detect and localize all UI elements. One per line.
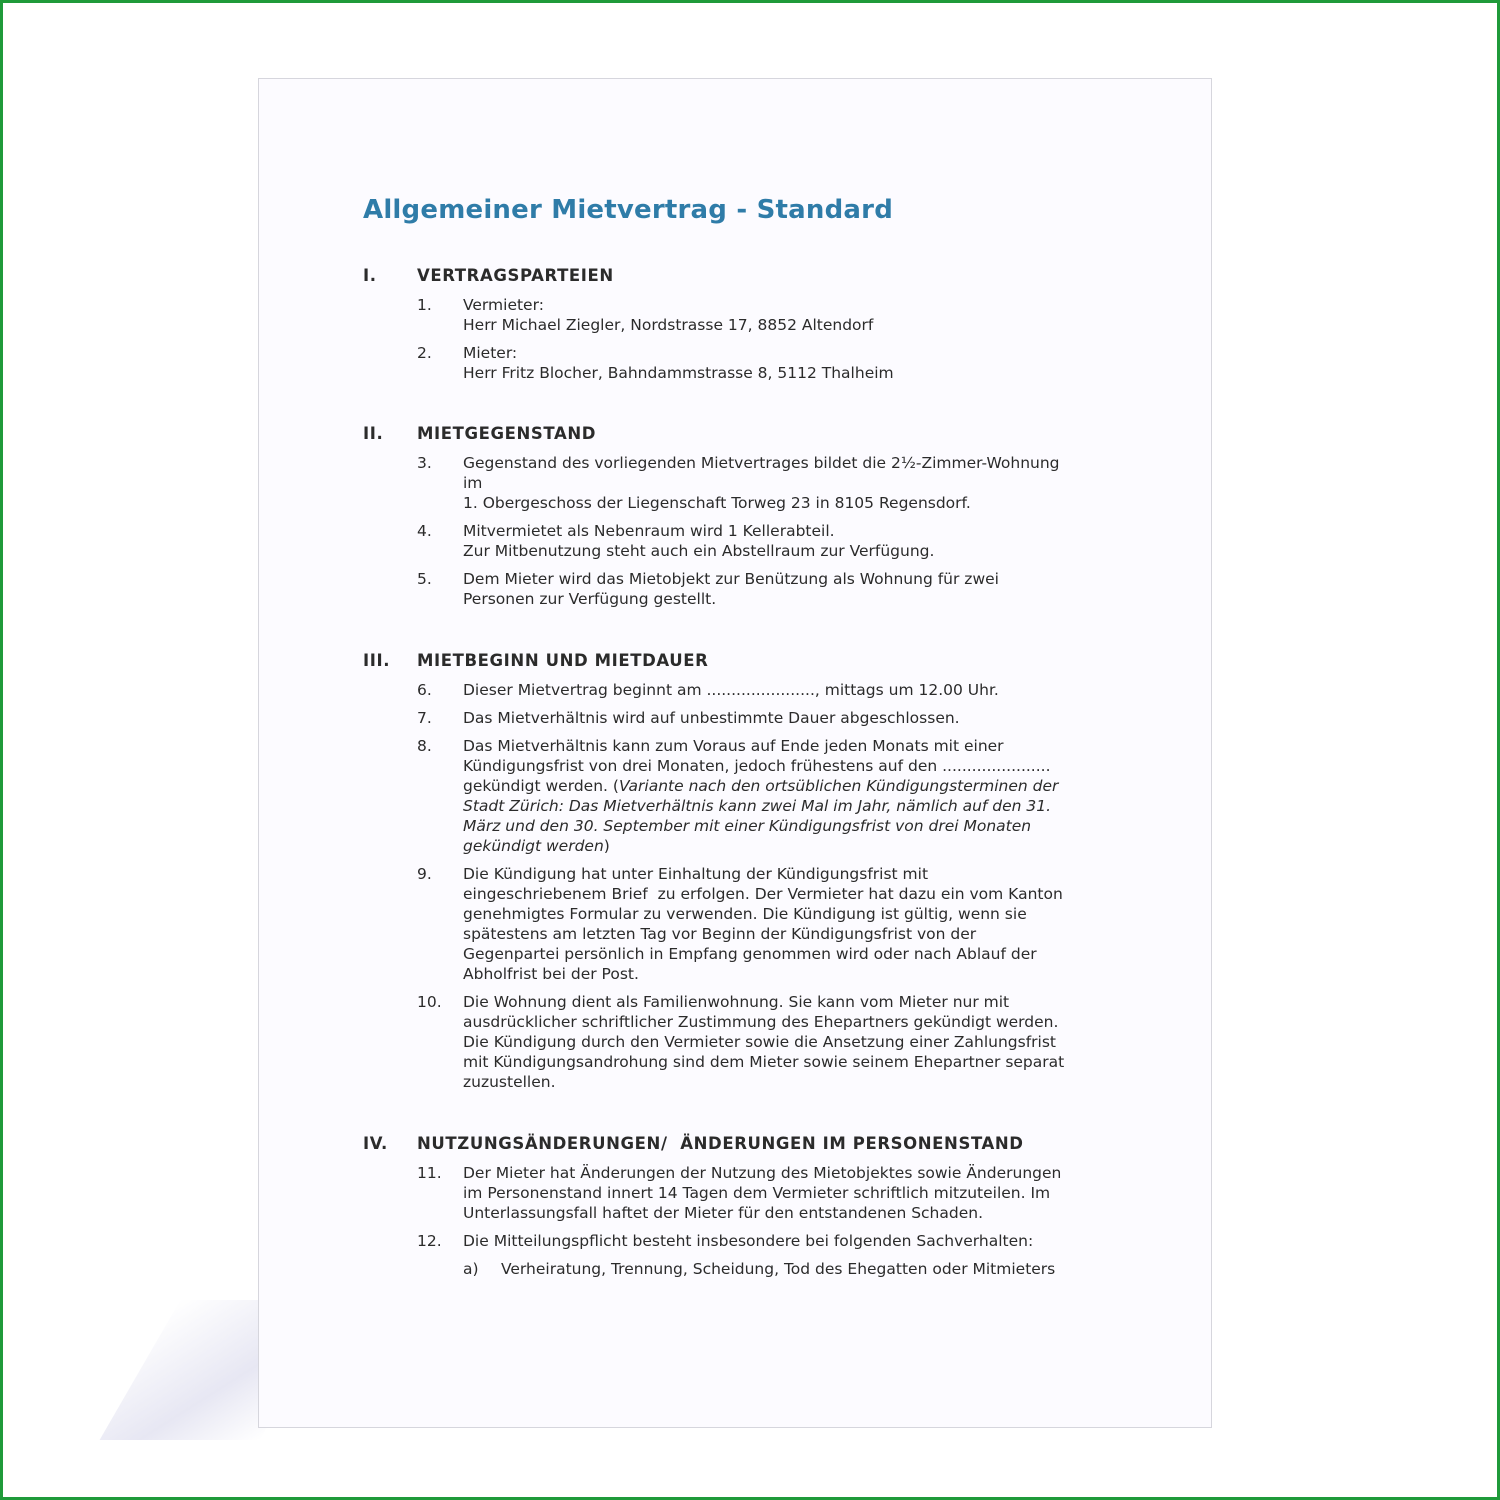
item-italic-line: März und den 30. September mit einer Kündigungsfrist von drei Monaten (463, 817, 1032, 835)
item-line: Mieter: (463, 344, 518, 362)
section-title: MIETGEGENSTAND (417, 424, 597, 443)
item-line: Abholfrist bei der Post. (463, 965, 639, 983)
item-line-mixed (463, 836, 1103, 856)
section-title: MIETBEGINN UND MIETDAUER (417, 651, 709, 670)
section-heading (363, 423, 1103, 445)
item-number: 5. (417, 570, 432, 588)
list-item (363, 295, 1103, 335)
section-mietbeginn (363, 650, 1103, 1092)
item-number: 12. (417, 1232, 442, 1250)
item-number: 10. (417, 993, 442, 1011)
list-item (363, 1163, 1103, 1223)
item-line: Gegenstand des vorliegenden Mietvertrages bildet die 2½-Zimmer-Wohnung (463, 454, 1060, 472)
item-line: Zur Mitbenutzung steht auch ein Abstellraum zur Verfügung. (463, 542, 935, 560)
item-line: im (463, 474, 483, 492)
item-line: ausdrücklicher schriftlicher Zustimmung des Ehepartners gekündigt werden. (463, 1013, 1059, 1031)
item-line: Dieser Mietvertrag beginnt am ......................, mittags um 12.00 Uhr. (463, 681, 999, 699)
section-title: VERTRAGSPARTEIEN (417, 266, 614, 285)
item-line: spätestens am letzten Tag vor Beginn der Kündigungsfrist von der (463, 925, 977, 943)
item-line: Die Kündigung durch den Vermieter sowie die Ansetzung einer Zahlungsfrist (463, 1033, 1057, 1051)
item-line: Unterlassungsfall haftet der Mieter für den entstandenen Schaden. (463, 1204, 984, 1222)
item-number: 8. (417, 737, 432, 755)
list-item (363, 521, 1103, 561)
section-nutzungsaenderungen (363, 1133, 1103, 1279)
item-line: im Personenstand innert 14 Tagen dem Vermieter schriftlich mitzuteilen. Im (463, 1184, 1051, 1202)
item-line: Mitvermietet als Nebenraum wird 1 Kellerabteil. (463, 522, 835, 540)
item-number: 7. (417, 709, 432, 727)
document-title: Allgemeiner Mietvertrag - Standard (363, 195, 893, 225)
item-number: 6. (417, 681, 432, 699)
section-vertragsparteien (363, 265, 1103, 383)
item-number: 9. (417, 865, 432, 883)
list-item (363, 992, 1103, 1092)
item-line: Dem Mieter wird das Mietobjekt zur Benützung als Wohnung für zwei (463, 570, 999, 588)
item-line: Herr Michael Ziegler, Nordstrasse 17, 8852 Altendorf (463, 316, 874, 334)
item-line: eingeschriebenem Brief zu erfolgen. Der Vermieter hat dazu ein vom Kanton (463, 885, 1063, 903)
item-line: mit Kündigungsandrohung sind dem Mieter sowie seinem Ehepartner separat (463, 1053, 1065, 1071)
list-item (363, 736, 1103, 856)
item-line: Gegenpartei persönlich in Empfang genommen wird oder nach Ablauf der (463, 945, 1037, 963)
item-line: genehmigtes Formular zu verwenden. Die Kündigung ist gültig, wenn sie (463, 905, 1027, 923)
item-line: Vermieter: (463, 296, 544, 314)
item-text-segment: gekündigt werden. ( (463, 777, 619, 795)
list-item (363, 680, 1103, 700)
item-number: 3. (417, 454, 432, 472)
list-item (363, 343, 1103, 383)
section-title: NUTZUNGSÄNDERUNGEN/ ÄNDERUNGEN IM PERSONENSTAND (417, 1134, 1024, 1153)
document-page (258, 78, 1212, 1428)
section-heading (363, 265, 1103, 287)
item-number: 2. (417, 344, 432, 362)
item-line: Die Kündigung hat unter Einhaltung der Kündigungsfrist mit (463, 865, 929, 883)
item-text-segment: ) (603, 837, 610, 855)
item-line: Personen zur Verfügung gestellt. (463, 590, 717, 608)
sub-item-letter: a) (463, 1260, 479, 1278)
item-line: Das Mietverhältnis wird auf unbestimmte Dauer abgeschlossen. (463, 709, 960, 727)
item-line: 1. Obergeschoss der Liegenschaft Torweg 23 in 8105 Regensdorf. (463, 494, 971, 512)
section-number: IV. (363, 1134, 388, 1153)
item-italic-segment: Variante nach den ortsüblichen Kündigungsterminen der (618, 777, 1059, 795)
list-item (363, 708, 1103, 728)
sub-list-item (463, 1259, 1103, 1279)
list-item (363, 569, 1103, 609)
item-line-mixed (463, 776, 1103, 796)
item-italic-line: Stadt Zürich: Das Mietverhältnis kann zwei Mal im Jahr, nämlich auf den 31. (463, 797, 1052, 815)
section-number: II. (363, 424, 384, 443)
item-line: Die Mitteilungspflicht besteht insbesondere bei folgenden Sachverhalten: (463, 1232, 1034, 1250)
sub-item-text: Verheiratung, Trennung, Scheidung, Tod des Ehegatten oder Mitmieters (501, 1260, 1056, 1278)
item-number: 1. (417, 296, 432, 314)
section-heading (363, 650, 1103, 672)
section-heading (363, 1133, 1103, 1155)
item-number: 11. (417, 1164, 442, 1182)
item-line: Kündigungsfrist von drei Monaten, jedoch frühestens auf den ...................... (463, 757, 1051, 775)
section-mietgegenstand (363, 423, 1103, 609)
section-number: III. (363, 651, 391, 670)
item-line: zuzustellen. (463, 1073, 556, 1091)
item-line: Der Mieter hat Änderungen der Nutzung des Mietobjektes sowie Änderungen (463, 1164, 1062, 1182)
item-line: Herr Fritz Blocher, Bahndammstrasse 8, 5112 Thalheim (463, 364, 894, 382)
list-item (363, 1231, 1103, 1251)
list-item (363, 453, 1103, 513)
section-number: I. (363, 266, 377, 285)
list-item (363, 864, 1103, 984)
item-italic-segment: gekündigt werden (463, 837, 604, 855)
item-line: Die Wohnung dient als Familienwohnung. Sie kann vom Mieter nur mit (463, 993, 1010, 1011)
item-number: 4. (417, 522, 432, 540)
item-line: Das Mietverhältnis kann zum Voraus auf Ende jeden Monats mit einer (463, 737, 1004, 755)
